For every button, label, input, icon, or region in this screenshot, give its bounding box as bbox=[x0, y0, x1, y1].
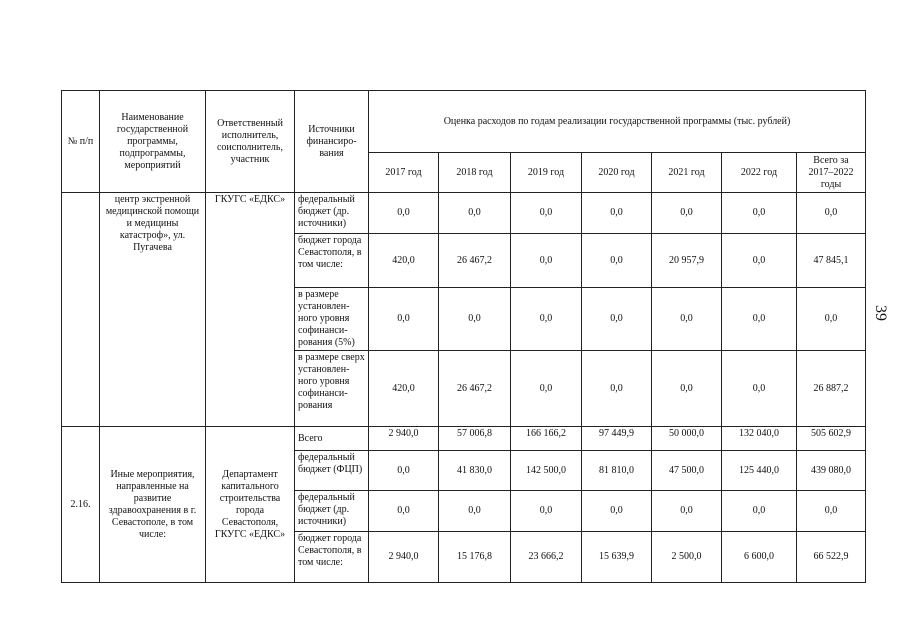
value-cell: 0,0 bbox=[511, 288, 582, 351]
table-row bbox=[62, 193, 866, 234]
value-cell: 0,0 bbox=[369, 491, 439, 532]
header-name: Наименование государственной программы, подпрограммы, мероприятий bbox=[100, 91, 206, 193]
header-responsible: Ответственный исполнитель, соисполнитель, участник bbox=[206, 91, 295, 193]
row-number: 2.16. bbox=[62, 427, 100, 583]
value-cell: 0,0 bbox=[439, 491, 511, 532]
value-cell: 15 176,8 bbox=[439, 532, 511, 583]
funding-source: федеральный бюджет (др. источники) bbox=[295, 193, 369, 234]
value-cell: 0,0 bbox=[369, 193, 439, 234]
value-cell: 0,0 bbox=[722, 288, 797, 351]
total-cell: 505 602,9 bbox=[797, 427, 866, 451]
value-cell: 23 666,2 bbox=[511, 532, 582, 583]
value-cell: 0,0 bbox=[582, 234, 652, 288]
total-header: Всего за 2017–2022 годы bbox=[797, 153, 866, 193]
funding-source: бюджет города Севастополя, в том числе: bbox=[295, 234, 369, 288]
table-row bbox=[62, 427, 866, 451]
value-cell: 57 006,8 bbox=[439, 427, 511, 451]
value-cell: 420,0 bbox=[369, 351, 439, 427]
measure-name: центр экстренной медицинской помощи и медицины катастроф», ул. Пугачева bbox=[100, 193, 206, 427]
value-cell: 47 500,0 bbox=[652, 451, 722, 491]
value-cell: 0,0 bbox=[439, 288, 511, 351]
funding-source: Всего bbox=[295, 427, 369, 451]
funding-source: бюджет города Севастополя, в том числе: bbox=[295, 532, 369, 583]
value-cell: 166 166,2 bbox=[511, 427, 582, 451]
value-cell: 2 500,0 bbox=[652, 532, 722, 583]
value-cell: 2 940,0 bbox=[369, 532, 439, 583]
value-cell: 0,0 bbox=[652, 193, 722, 234]
year-header: 2021 год bbox=[652, 153, 722, 193]
value-cell: 97 449,9 bbox=[582, 427, 652, 451]
header-row-1 bbox=[62, 91, 866, 153]
funding-source: федеральный бюджет (ФЦП) bbox=[295, 451, 369, 491]
year-header: 2018 год bbox=[439, 153, 511, 193]
value-cell: 0,0 bbox=[582, 288, 652, 351]
row-number bbox=[62, 193, 100, 427]
value-cell: 2 940,0 bbox=[369, 427, 439, 451]
value-cell: 0,0 bbox=[439, 193, 511, 234]
total-cell: 0,0 bbox=[797, 193, 866, 234]
value-cell: 0,0 bbox=[511, 234, 582, 288]
value-cell: 15 639,9 bbox=[582, 532, 652, 583]
funding-source: в размере сверх установлен-ного уровня софинанси-рования bbox=[295, 351, 369, 427]
funding-source: в размере установлен-ного уровня софинанси-рования (5%) bbox=[295, 288, 369, 351]
budget-table bbox=[61, 90, 866, 583]
value-cell: 0,0 bbox=[369, 288, 439, 351]
header-no: № п/п bbox=[62, 91, 100, 193]
value-cell: 0,0 bbox=[722, 491, 797, 532]
total-cell: 26 887,2 bbox=[797, 351, 866, 427]
value-cell: 26 467,2 bbox=[439, 351, 511, 427]
value-cell: 0,0 bbox=[511, 193, 582, 234]
value-cell: 50 000,0 bbox=[652, 427, 722, 451]
value-cell: 0,0 bbox=[582, 491, 652, 532]
value-cell: 0,0 bbox=[582, 351, 652, 427]
value-cell: 0,0 bbox=[511, 351, 582, 427]
total-cell: 47 845,1 bbox=[797, 234, 866, 288]
value-cell: 0,0 bbox=[369, 451, 439, 491]
year-header: 2017 год bbox=[369, 153, 439, 193]
year-header: 2022 год bbox=[722, 153, 797, 193]
responsible-party: ГКУГС «ЕДКС» bbox=[206, 193, 295, 427]
value-cell: 6 600,0 bbox=[722, 532, 797, 583]
value-cell: 420,0 bbox=[369, 234, 439, 288]
value-cell: 0,0 bbox=[652, 288, 722, 351]
value-cell: 81 810,0 bbox=[582, 451, 652, 491]
value-cell: 125 440,0 bbox=[722, 451, 797, 491]
value-cell: 26 467,2 bbox=[439, 234, 511, 288]
value-cell: 0,0 bbox=[582, 193, 652, 234]
year-header: 2020 год bbox=[582, 153, 652, 193]
header-estimate: Оценка расходов по годам реализации государственной программы (тыс. рублей) bbox=[369, 91, 866, 153]
year-header: 2019 год bbox=[511, 153, 582, 193]
total-cell: 0,0 bbox=[797, 288, 866, 351]
value-cell: 0,0 bbox=[722, 351, 797, 427]
total-cell: 439 080,0 bbox=[797, 451, 866, 491]
measure-name: Иные мероприятия, направленные на развитие здравоохранения в г. Севастополе, в том числе: bbox=[100, 427, 206, 583]
responsible-party: Департамент капитального строительства города Севастополя, ГКУГС «ЕДКС» bbox=[206, 427, 295, 583]
funding-source: федеральный бюджет (др. источники) bbox=[295, 491, 369, 532]
page-number: 39 bbox=[872, 305, 889, 321]
value-cell: 0,0 bbox=[652, 491, 722, 532]
value-cell: 0,0 bbox=[652, 351, 722, 427]
value-cell: 0,0 bbox=[722, 234, 797, 288]
value-cell: 20 957,9 bbox=[652, 234, 722, 288]
header-sources: Источники финансиро-вания bbox=[295, 91, 369, 193]
value-cell: 132 040,0 bbox=[722, 427, 797, 451]
total-cell: 66 522,9 bbox=[797, 532, 866, 583]
value-cell: 142 500,0 bbox=[511, 451, 582, 491]
value-cell: 0,0 bbox=[511, 491, 582, 532]
value-cell: 41 830,0 bbox=[439, 451, 511, 491]
value-cell: 0,0 bbox=[722, 193, 797, 234]
total-cell: 0,0 bbox=[797, 491, 866, 532]
